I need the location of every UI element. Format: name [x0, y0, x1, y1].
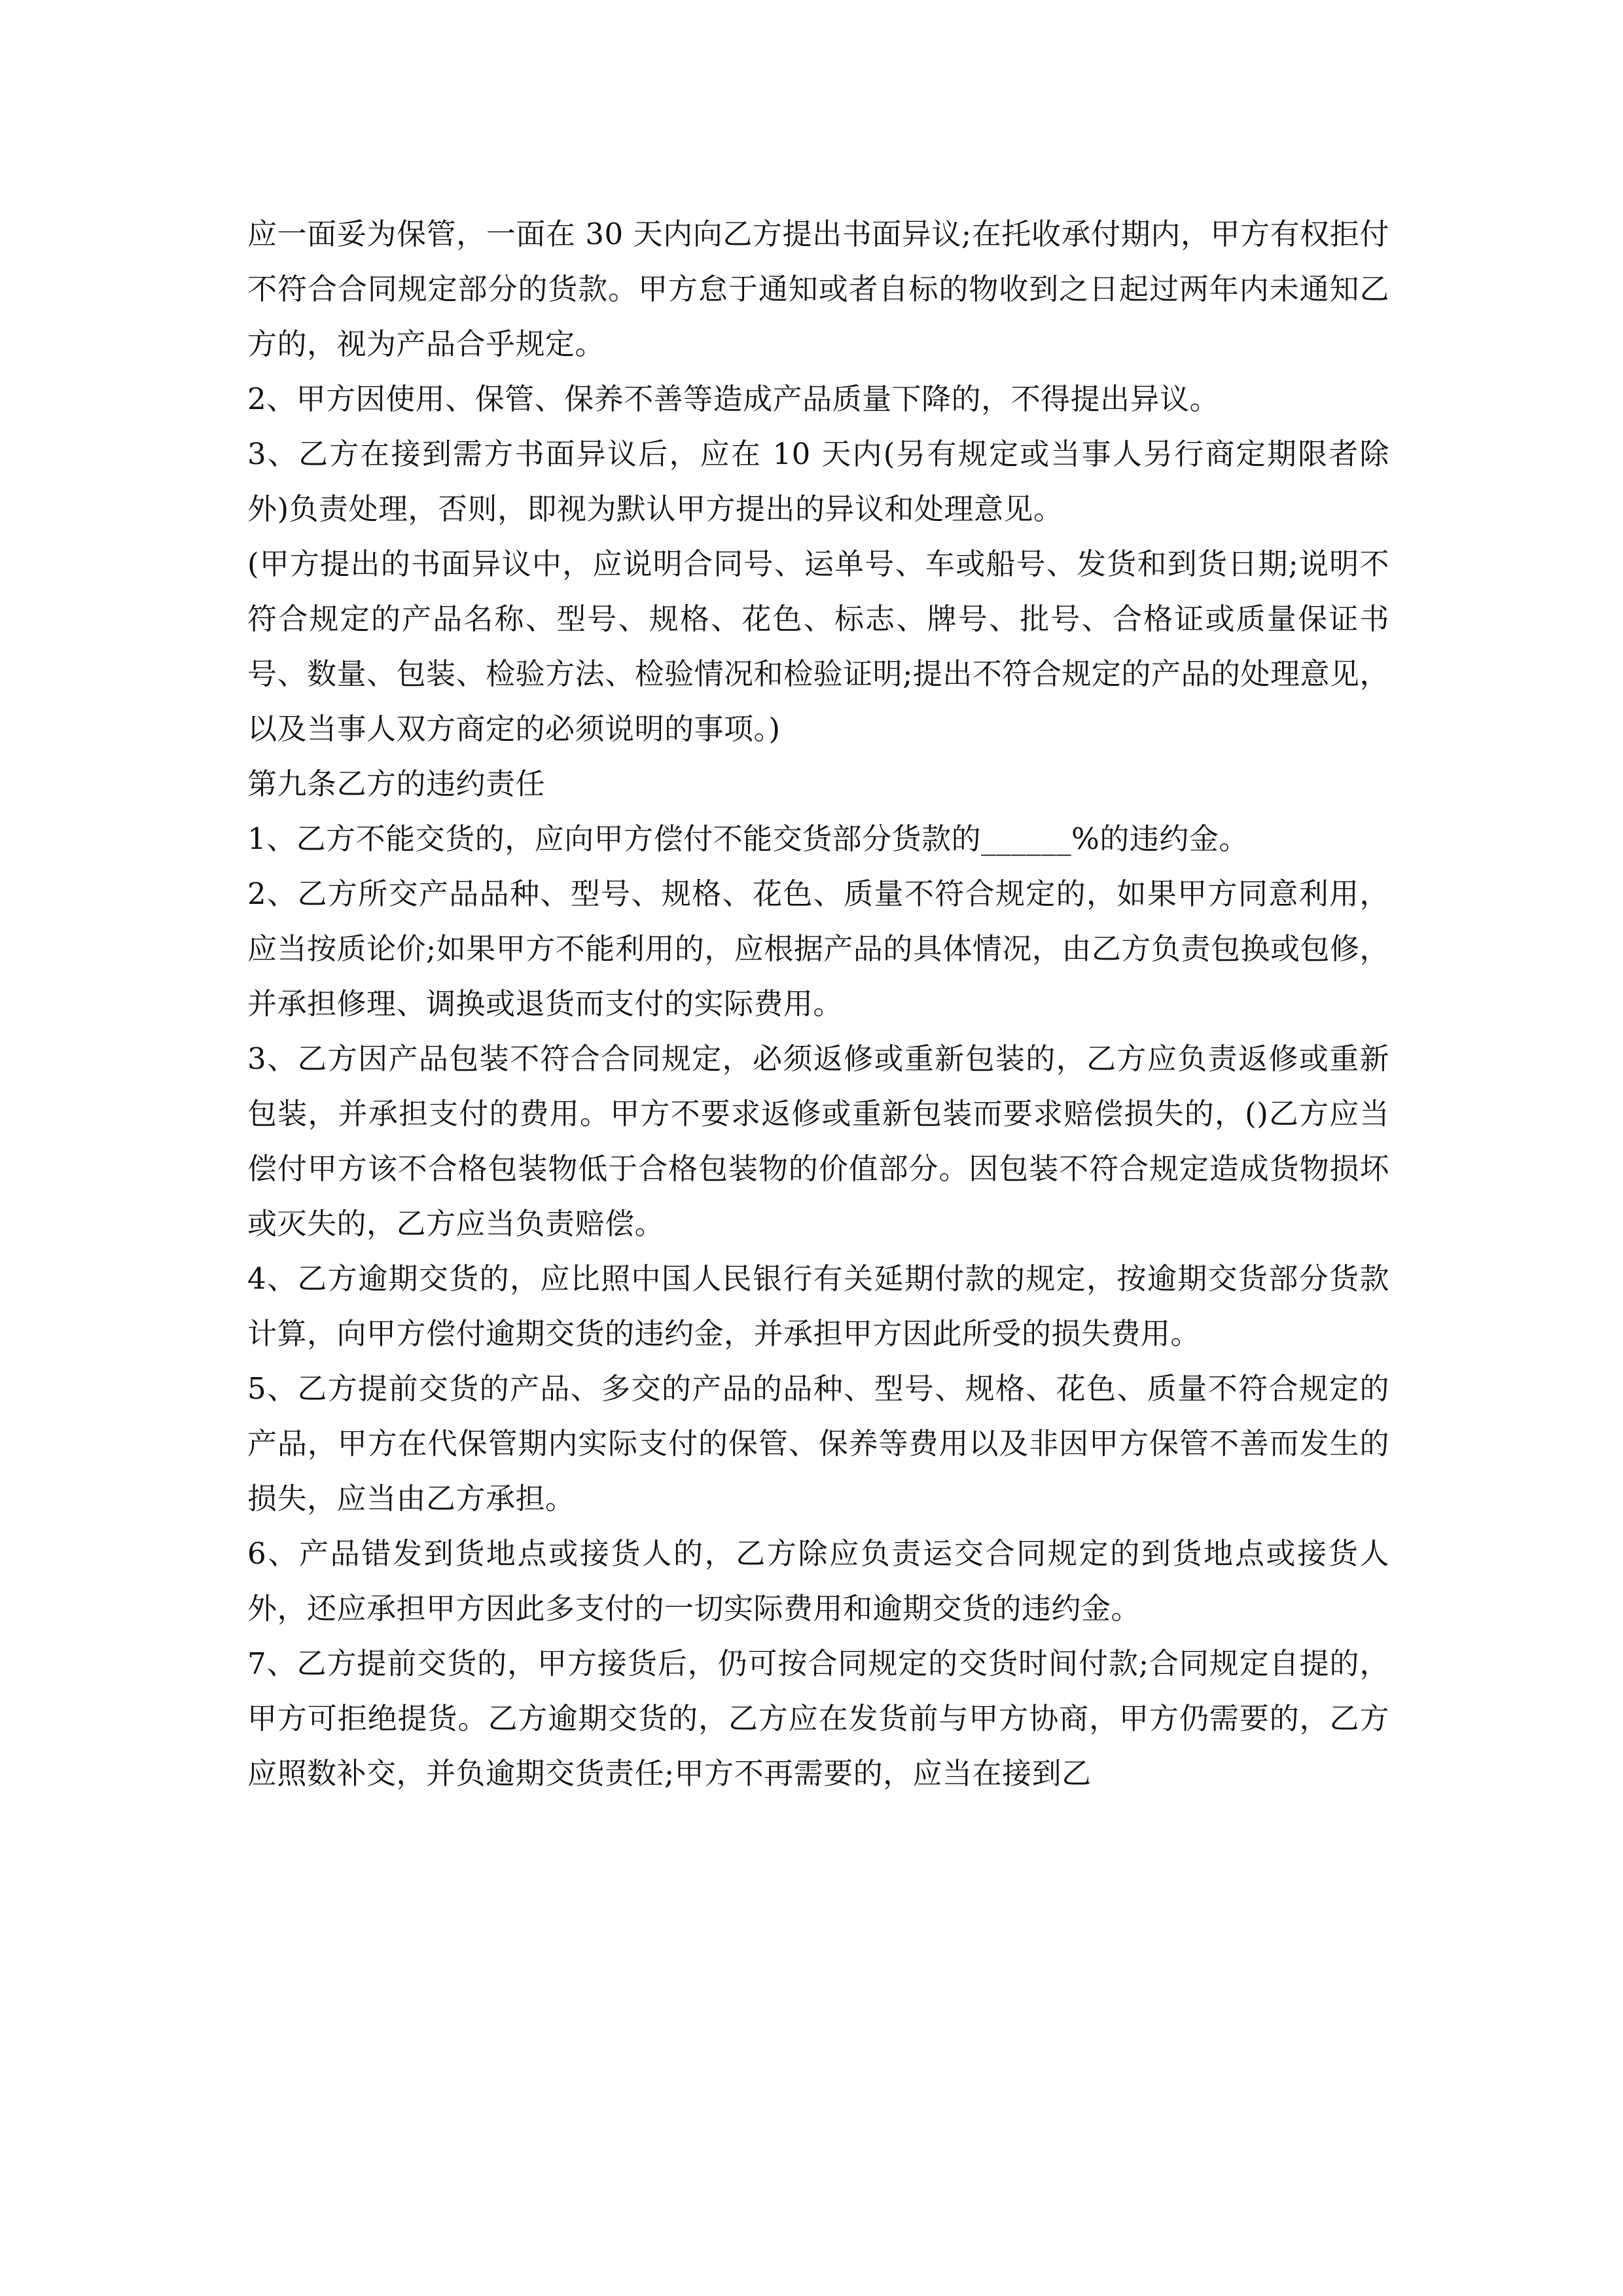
document-body	[247, 207, 1389, 1801]
paragraph-objection-note: (甲方提出的书面异议中，应说明合同号、运单号、车或船号、发货和到货日期;说明不符合规定的产品名称、型号、规格、花色、标志、牌号、批号、合格证或质量保证书号、数量、包装、检验方法、检验情况和检验证明;提出不符合规定的产品的处理意见，以及当事人双方商定的必须说明的事项。)	[247, 547, 1389, 746]
paragraph-clause-2: 2、甲方因使用、保管、保养不善等造成产品质量下降的，不得提出异议。	[247, 382, 1220, 416]
paragraph-clause-3: 3、乙方在接到需方书面异议后，应在 10 天内(另有规定或当事人另行商定期限者除外)负责处理，否则，即视为默认甲方提出的异议和处理意见。	[247, 437, 1389, 526]
paragraph-breach-2: 2、乙方所交产品品种、型号、规格、花色、质量不符合规定的，如果甲方同意利用，应当按质论价;如果甲方不能利用的，应根据产品的具体情况，由乙方负责包换或包修，并承担修理、调换或退货而支付的实际费用。	[247, 876, 1389, 1021]
paragraph-breach-5: 5、乙方提前交货的产品、多交的产品的品种、型号、规格、花色、质量不符合规定的产品，甲方在代保管期内实际支付的保管、保养等费用以及非因甲方保管不善而发生的损失，应当由乙方承担。	[247, 1371, 1389, 1516]
paragraph-breach-1: 1、乙方不能交货的，应向甲方偿付不能交货部分货款的______%的违约金。	[247, 821, 1249, 856]
paragraph-breach-6: 6、产品错发到货地点或接货人的，乙方除应负责运交合同规定的到货地点或接货人外，还应承担甲方因此多支付的一切实际费用和逾期交货的违约金。	[247, 1536, 1389, 1626]
paragraph-breach-7: 7、乙方提前交货的，甲方接货后，仍可按合同规定的交货时间付款;合同规定自提的，甲方可拒绝提货。乙方逾期交货的，乙方应在发货前与甲方协商，甲方仍需要的，乙方应照数补交，并负逾期交货责任;甲方不再需要的，应当在接到乙	[247, 1646, 1389, 1791]
section-heading-article-9: 第九条乙方的违约责任	[247, 766, 546, 801]
paragraph-breach-4: 4、乙方逾期交货的，应比照中国人民银行有关延期付款的规定，按逾期交货部分货款计算，向甲方偿付逾期交货的违约金，并承担甲方因此所受的损失费用。	[247, 1261, 1389, 1351]
paragraph-objection-handling: 应一面妥为保管，一面在 30 天内向乙方提出书面异议;在托收承付期内，甲方有权拒付不符合合同规定部分的货款。甲方怠于通知或者自标的物收到之日起过两年内未通知乙方的，视为产品合乎规定。	[247, 217, 1389, 361]
paragraph-breach-3: 3、乙方因产品包装不符合合同规定，必须返修或重新包装的，乙方应负责返修或重新包装，并承担支付的费用。甲方不要求返修或重新包装而要求赔偿损失的，()乙方应当偿付甲方该不合格包装物低于合格包装物的价值部分。因包装不符合规定造成货物损坏或灭失的，乙方应当负责赔偿。	[247, 1041, 1389, 1241]
